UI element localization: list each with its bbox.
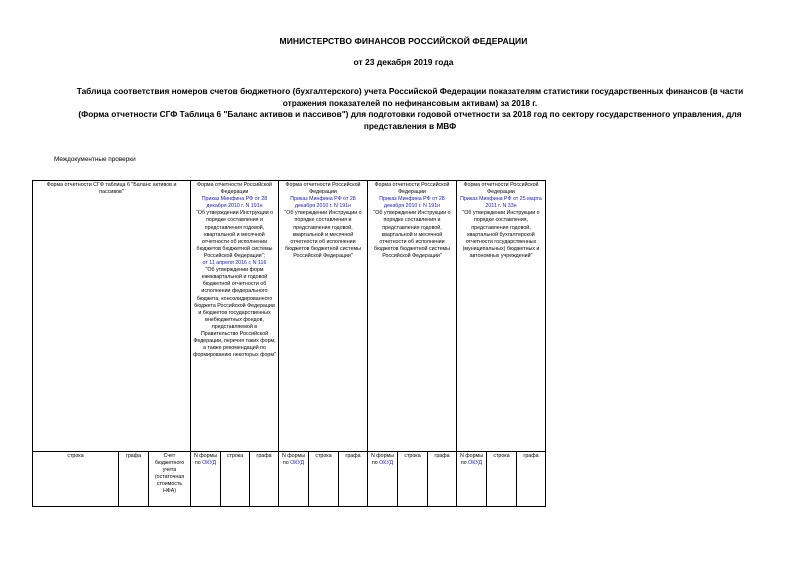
subheader-cell: графа <box>428 452 457 507</box>
order-link[interactable]: от 11 апреля 2016 г. N 116 <box>202 260 267 267</box>
ministry-heading: МИНИСТЕРСТВО ФИНАНСОВ РОССИЙСКОЙ ФЕДЕРАЦИИ <box>279 36 528 46</box>
document-date: от 23 декабря 2019 года <box>353 57 454 67</box>
rf-form-title: Форма отчетности Российской Федерации <box>197 182 272 196</box>
rf-form-title: Форма отчетности Российской Федерации <box>463 182 539 196</box>
rf-form-header-1 <box>191 181 279 452</box>
order-description: "Об утверждении Инструкции о порядке составления и представления годовой, квартальной и месячной отчетности об исполнении бюджетов бюджетной системы Российской Федерации" <box>284 210 362 259</box>
okud-link[interactable]: ОКУД <box>290 460 305 467</box>
rf-form-title: Форма отчетности Российской Федерации <box>285 182 361 196</box>
rf-form-header-2 <box>279 181 368 452</box>
title-line: отражения показателей по нефинансовым активам) за 2018 г. <box>282 97 538 108</box>
order-description: "Об утверждении Инструкции о порядке составления, представления годовой, квартальной бухгалтерской отчетности государственных (муниципальных) бюджетных и автономных учреждений" <box>462 210 540 259</box>
subheader-cell: строка <box>487 452 517 507</box>
okud-link[interactable]: ОКУД <box>468 460 483 467</box>
table-header-row <box>33 181 546 452</box>
sgf-form-header: Форма отчетности СГФ таблица 6 "Баланс активов и пассивов" <box>33 181 191 452</box>
subheader-cell <box>368 452 398 507</box>
title-line: представления в МВФ <box>363 120 457 131</box>
subheader-cell: графа <box>119 452 149 507</box>
subheader-cell: строка <box>309 452 339 507</box>
form-number-label: N формы по <box>460 453 483 467</box>
form-number-label: N формы по <box>282 453 305 467</box>
subheader-cell <box>191 452 221 507</box>
subheader-cell: Счет бюджетного учета (остаточная стоимость НФА) <box>149 452 191 507</box>
subheader-cell: графа <box>517 452 546 507</box>
section-label: Междокументные проверки <box>54 156 136 163</box>
subheader-cell: строка <box>398 452 428 507</box>
title-line: (Форма отчетности СГФ Таблица 6 "Баланс активов и пассивов") для подготовки годовой отчетности за 2018 год по сектору государственного управления, для <box>78 109 742 119</box>
subheader-cell: строка <box>33 452 119 507</box>
table-subheader-row <box>33 452 546 507</box>
rf-form-header-3 <box>368 181 457 452</box>
subheader-cell <box>279 452 309 507</box>
subheader-cell: графа <box>339 452 368 507</box>
form-number-label: N формы по <box>371 453 394 467</box>
title-line: Таблица соответствия номеров счетов бюджетного (бухгалтерского) учета Российской Федерации показателям статистики государственных финансов (в части <box>76 86 744 96</box>
order-link[interactable]: Приказ Минфина РФ от 28 декабря 2010 г. N 191н <box>379 196 445 210</box>
okud-link[interactable]: ОКУД <box>379 460 394 467</box>
order-description: "Об утверждении Инструкции о порядке составления и представления годовой, квартальной и месячной отчетности об исполнении бюджетов бюджетной системы Российской Федерации" <box>373 210 451 259</box>
rf-form-title: Форма отчетности Российской Федерации <box>374 182 450 196</box>
correspondence-table <box>32 180 546 507</box>
document-title <box>30 86 790 132</box>
subheader-cell: графа <box>250 452 279 507</box>
order-link[interactable]: Приказ Минфина РФ от 28 декабря 2010 г. N 191н <box>290 196 356 210</box>
order-description: "Об утверждении Инструкции о порядке составления и представления годовой, квартальной и месячной отчетности об исполнении бюджетов бюджетной системы Российской Федерации"; <box>195 210 274 259</box>
subheader-cell: строка <box>221 452 250 507</box>
subheader-cell <box>457 452 487 507</box>
rf-form-header-4 <box>457 181 546 452</box>
order-link[interactable]: Приказ Минфина РФ от 25 марта 2011 г. N 33н <box>460 196 542 210</box>
order-link[interactable]: Приказ Минфина РФ от 28 декабря 2010 г. N 191н <box>201 196 268 210</box>
order-description: "Об утверждении форм ежеквартальной и годовой бюджетной отчетности об исполнении федерального бюджета, консолидированного бюджета Российской Федерации и бюджетов государственных внебюджетных фондов, представляемой в Правительство Российской Федерации, перечня таких форм, а также рекомендаций по формированию некоторых форм" <box>193 267 276 359</box>
okud-link[interactable]: ОКУД <box>202 460 217 467</box>
form-number-label: N формы по <box>194 453 217 467</box>
